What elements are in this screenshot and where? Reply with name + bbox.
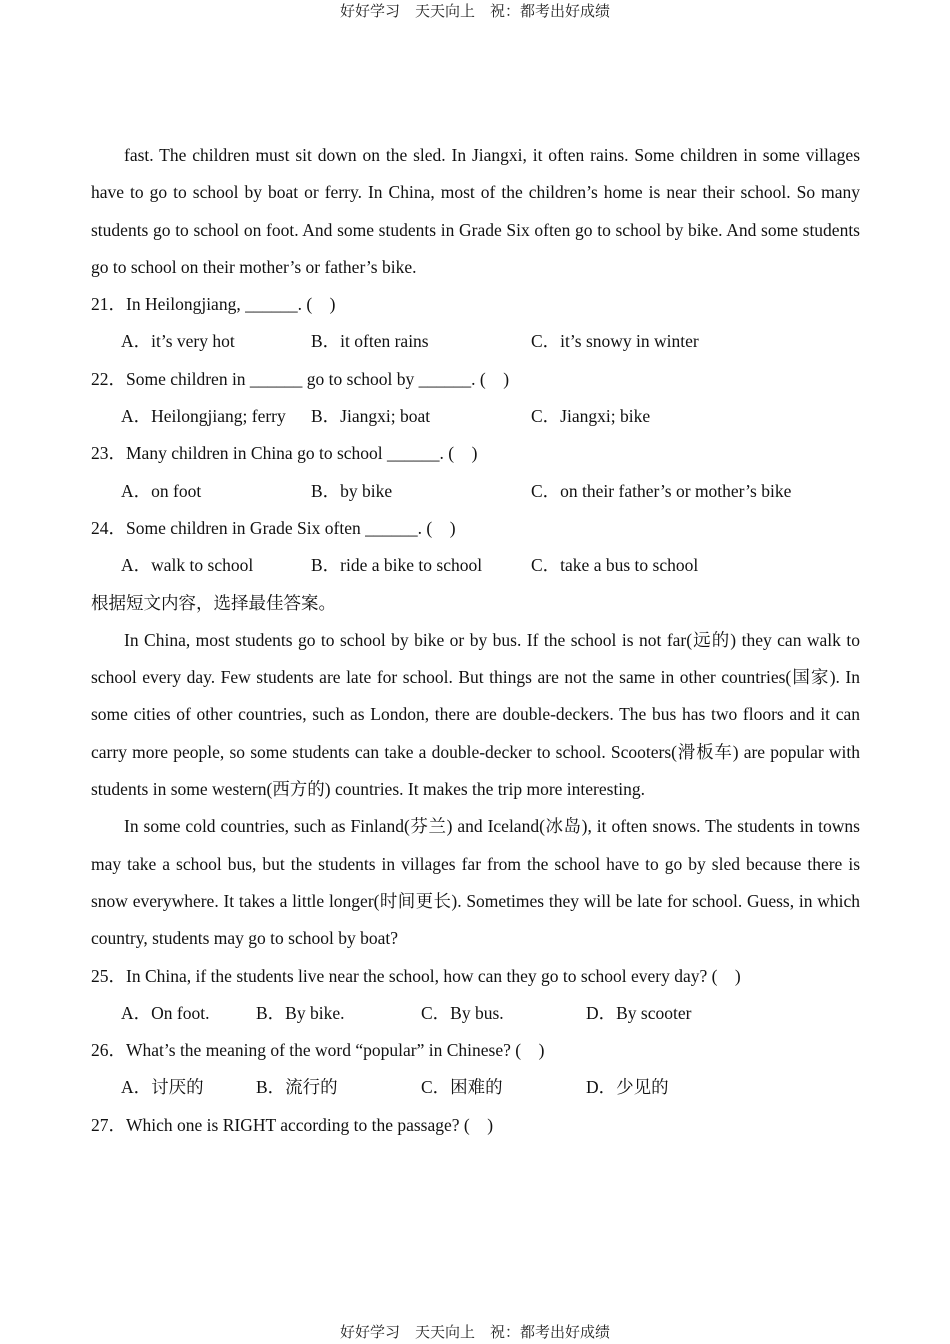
question-25-option-c[interactable]: C．By bus. [421,1002,504,1023]
question-22-options [91,398,860,435]
passage-continuation: fast. The children must sit down on the sled. In Jiangxi, it often rains. Some children in some villages have to go to school by boat or ferry. In China, most of the children’s home is near their school. So many students go to school on foot. And some students in Grade Six often go to school by bike. And some students go to school on their mother’s or father’s bike. [91,145,860,277]
question-24-option-b[interactable]: B．ride a bike to school [311,555,483,576]
question-21-option-a[interactable]: A．it’s very hot [121,331,235,352]
question-27-stem: 27．Which one is RIGHT according to the passage? ( ) [91,1114,494,1135]
question-26-option-d[interactable]: D．少见的 [586,1077,669,1098]
question-26-option-b[interactable]: B．流行的 [256,1077,338,1098]
passage-paragraph-1: In China, most students go to school by bike or by bus. If the school is not far(远的) they can walk to school every day. Few students are late for school. But things are not the same in other countries(国家). In some cities of other countries, such as London, there are double-deckers. The bus has two floors and it can carry more people, so some students can take a double-decker to school. Scooters(滑板车) are popular with students in some western(西方的) countries. It makes the trip more interesting. [91,629,860,800]
question-25-stem: 25．In China, if the students live near the school, how can they go to school every day? ( ) [91,965,741,986]
question-23-option-c[interactable]: C．on their father’s or mother’s bike [531,480,792,501]
question-21-stem: 21．In Heilongjiang, ______. ( ) [91,294,336,315]
document-body [91,137,860,1144]
question-24-option-c[interactable]: C．take a bus to school [531,555,699,576]
question-25-option-a[interactable]: A．On foot. [121,1002,210,1023]
page-header: 好好学习 天天向上 祝：都考出好成绩 [339,2,610,20]
question-25-option-b[interactable]: B．By bike. [256,1002,345,1023]
question-22-option-b[interactable]: B．Jiangxi; boat [311,406,431,427]
question-24-options [91,547,860,584]
section-instruction: 根据短文内容，选择最佳答案。 [91,592,336,613]
question-24-option-a[interactable]: A．walk to school [121,555,254,576]
page-footer: 好好学习 天天向上 祝：都考出好成绩 [339,1323,610,1341]
question-23-option-a[interactable]: A．on foot [121,480,202,501]
question-26-options [91,1069,860,1106]
question-21-options [91,323,860,360]
question-25-options [91,995,860,1032]
question-26-option-a[interactable]: A．讨厌的 [121,1077,204,1098]
question-24-stem: 24．Some children in Grade Six often ______. ( ) [91,517,456,538]
question-22-option-c[interactable]: C．Jiangxi; bike [531,406,651,427]
question-22-stem: 22．Some children in ______ go to school by ______. ( ) [91,368,510,389]
question-23-options [91,473,860,510]
question-21-option-c[interactable]: C．it’s snowy in winter [531,331,699,352]
question-21-option-b[interactable]: B．it often rains [311,331,429,352]
question-26-stem: 26．What’s the meaning of the word “popular” in Chinese? ( ) [91,1040,545,1061]
question-23-option-b[interactable]: B．by bike [311,480,393,501]
passage-paragraph-2: In some cold countries, such as Finland(芬兰) and Iceland(冰岛), it often snows. The students in towns may take a school bus, but the students in villages far from the school have to go by sled because there is snow everywhere. It takes a little longer(时间更长). Sometimes they will be late for school. Guess, in which country, students may go to school by boat? [91,816,860,949]
question-26-option-c[interactable]: C．困难的 [421,1077,503,1098]
question-23-stem: 23．Many children in China go to school ______. ( ) [91,443,478,464]
question-22-option-a[interactable]: A．Heilongjiang; ferry [121,406,286,427]
question-25-option-d[interactable]: D．By scooter [586,1002,692,1023]
